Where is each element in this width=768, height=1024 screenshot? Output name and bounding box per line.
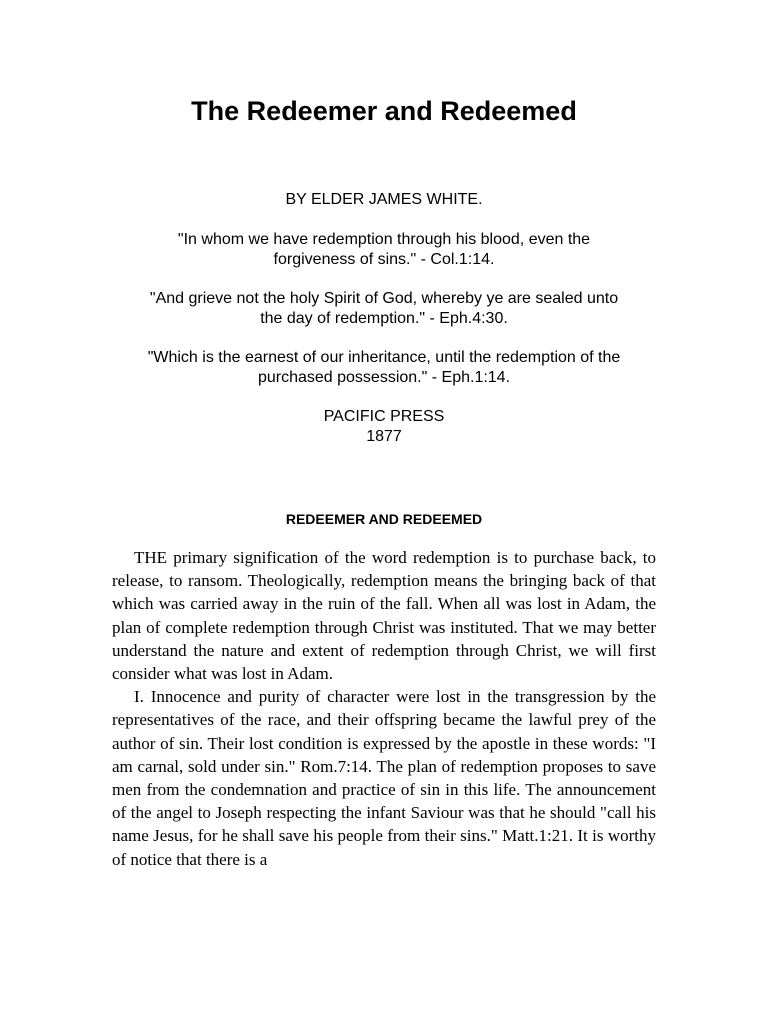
epigraph	[112, 230, 656, 270]
epigraph-line: "Which is the earnest of our inheritance, until the redemption of the	[147, 349, 621, 366]
paragraph: I. Innocence and purity of character were lost in the transgression by the representatives of the race, and their offspring became the lawful prey of the author of sin. Their lost condition is expressed by the apostle in these words: "I am carnal, sold under sin." Rom.7:14. The plan of redemption proposes to save men from the condemnation and practice of sin in this life. The announcement of the angel to Joseph respecting the infant Saviour was that he should "call his name Jesus, for he shall save his people from their sins." Matt.1:21. It is worthy of notice that there is a	[112, 687, 656, 869]
publication-info	[112, 407, 656, 447]
epigraph-line: forgiveness of sins." - Col.1:14.	[273, 251, 495, 268]
byline: BY ELDER JAMES WHITE.	[285, 191, 483, 208]
epigraph-line: purchased possession." - Eph.1:14.	[257, 369, 511, 386]
epigraph	[112, 348, 656, 388]
publication-year: 1877	[366, 428, 402, 445]
document-title: The Redeemer and Redeemed	[191, 96, 577, 126]
epigraph	[112, 289, 656, 329]
epigraph-line: the day of redemption." - Eph.4:30.	[260, 310, 508, 327]
section-heading: REDEEMER AND REDEEMED	[285, 511, 483, 527]
epigraph-line: "In whom we have redemption through his blood, even the	[177, 231, 591, 248]
publisher: PACIFIC PRESS	[323, 408, 445, 425]
paragraph: THE primary signification of the word redemption is to purchase back, to release, to ransom. Theologically, redemption means the bringing back of that which was carried away in the ruin of the fall. When all was lost in Adam, the plan of complete redemption through Christ was instituted. That we may better understand the nature and extent of redemption through Christ, we will first consider what was lost in Adam.	[112, 548, 656, 684]
body-text	[112, 546, 656, 871]
epigraph-line: "And grieve not the holy Spirit of God, whereby ye are sealed unto	[149, 290, 619, 307]
